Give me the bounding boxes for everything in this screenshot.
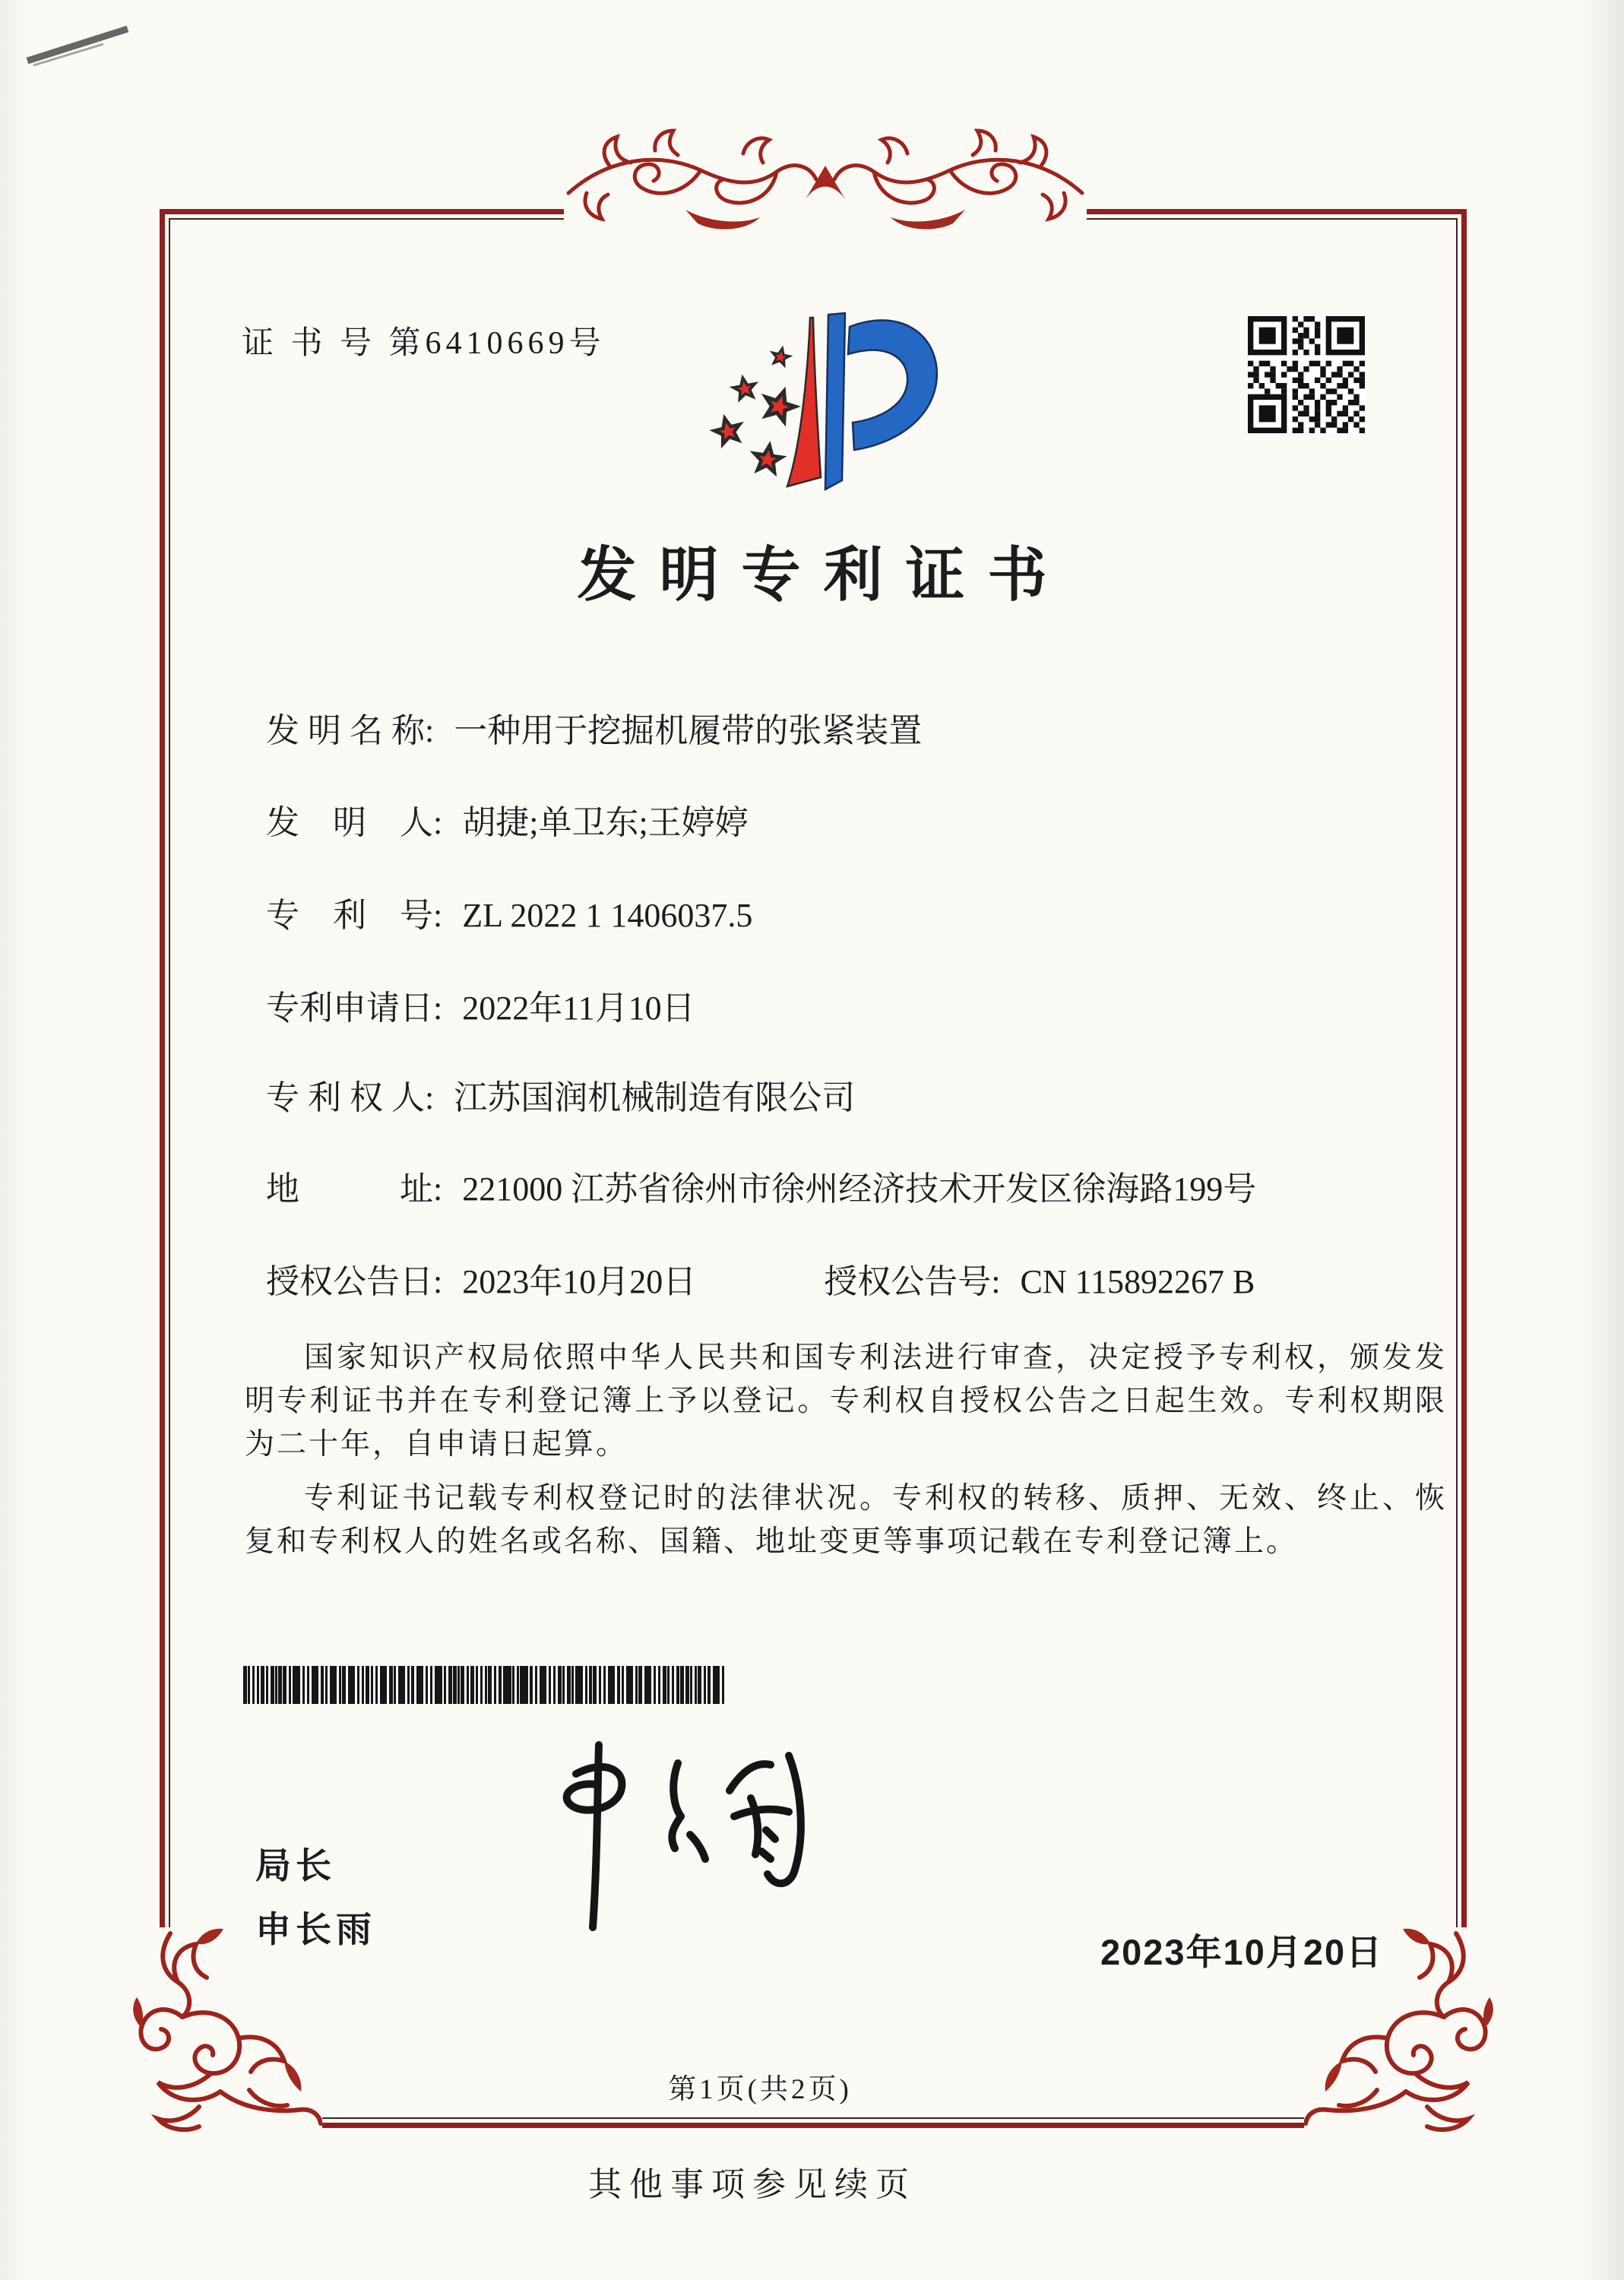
field-label: 发 明 人: (266, 804, 443, 841)
field-value: 221000 江苏省徐州市徐州经济技术开发区徐海路199号 (462, 1170, 1257, 1208)
field-row-filing-date (266, 980, 1451, 1029)
legal-paragraph-1: 国家知识产权局依照中华人民共和国专利法进行审查，决定授予专利权，颁发发明专利证书并在专利登记簿上予以登记。专利权自授权公告之日起生效。专利权期限为二十年，自申请日起算。 (245, 1341, 1447, 1461)
page-indicator: 第1页(共2页) (668, 2074, 852, 2105)
field-row-invention-name (266, 703, 1451, 752)
qr-code (1248, 316, 1365, 433)
field-label: 专 利 权 人: (266, 1079, 435, 1116)
field-label: 地 址: (266, 1170, 443, 1208)
floral-ornament-bottom-left (128, 1927, 322, 2145)
legal-paragraph-2: 专利证书记载专利权登记时的法律状况。专利权的转移、质押、无效、终止、恢复和专利权人的姓名或名称、国籍、地址变更等事项记载在专利登记簿上。 (245, 1482, 1447, 1558)
field-value: 胡捷;单卫东;王婷婷 (462, 804, 749, 841)
cnipa-logo (705, 304, 950, 532)
grant-date: 2023年10月20日 (1100, 1932, 1384, 1972)
director-signature (479, 1740, 859, 1938)
field-label: 授权公告号: (824, 1263, 1001, 1300)
field-label: 专 利 号: (266, 897, 443, 934)
field-row-patent-number (266, 888, 1451, 936)
dragon-ornament-top (564, 120, 1087, 254)
continuation-note: 其他事项参见续页 (588, 2166, 916, 2203)
field-row-patentee (266, 1070, 1451, 1119)
field-value: ZL 2022 1 1406037.5 (462, 897, 753, 934)
barcode (243, 1666, 725, 1704)
pencil-mark (14, 14, 166, 82)
legal-text (245, 1336, 1447, 1574)
field-value: CN 115892267 B (1020, 1263, 1255, 1300)
director-title: 局长 (255, 1845, 336, 1886)
field-row-inventor (266, 795, 1451, 844)
director-name: 申长雨 (255, 1909, 376, 1949)
field-row-grant (266, 1254, 1451, 1303)
field-value: 2022年11月10日 (462, 990, 695, 1027)
certificate-title: 发明专利证书 (577, 542, 1070, 608)
field-row-address (266, 1161, 1451, 1210)
field-value: 2023年10月20日 (462, 1263, 697, 1300)
field-label: 专利申请日: (266, 990, 443, 1027)
field-label: 发 明 名 称: (266, 712, 435, 749)
certificate-number: 证 书 号 第6410669号 (242, 326, 606, 361)
field-value: 江苏国润机械制造有限公司 (454, 1079, 856, 1116)
field-label: 授权公告日: (266, 1263, 443, 1300)
field-value: 一种用于挖掘机履带的张紧装置 (454, 712, 923, 749)
